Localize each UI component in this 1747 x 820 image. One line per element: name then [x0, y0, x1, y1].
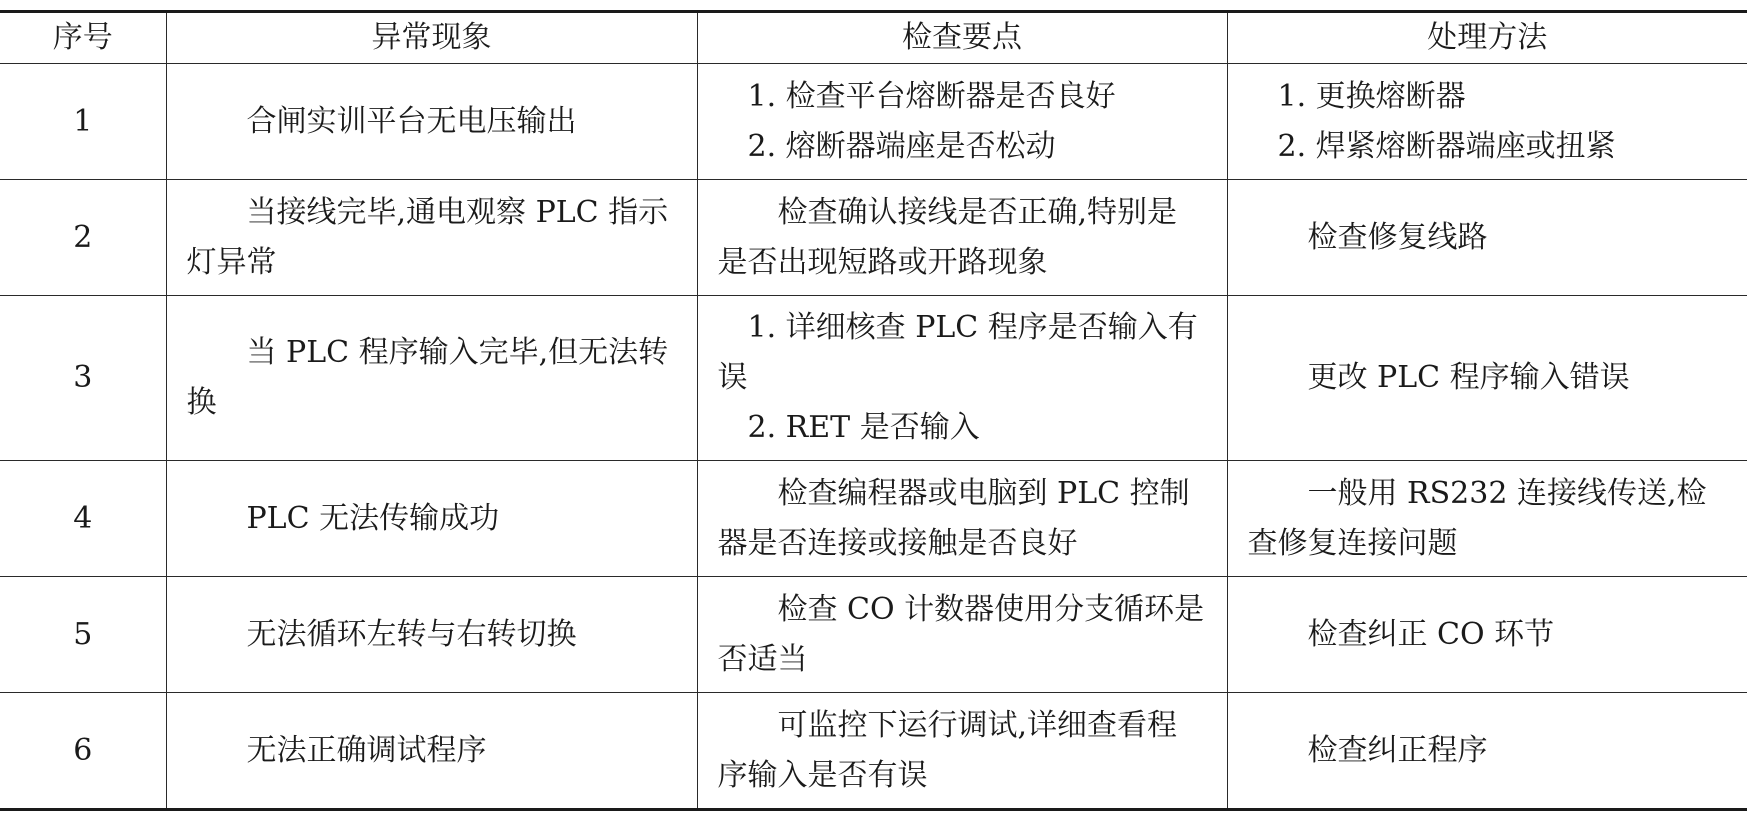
header-solution: 处理方法 — [1227, 12, 1747, 64]
table-header — [0, 12, 1747, 64]
check-cell — [697, 296, 1227, 461]
symptom-cell: 当接线完毕,通电观察 PLC 指示灯异常 — [166, 180, 697, 296]
row-number: 1 — [0, 64, 166, 180]
solution-item: 2. 焊紧熔断器端座或扭紧 — [1277, 128, 1616, 164]
table-body — [0, 64, 1747, 810]
header-symptom: 异常现象 — [166, 12, 697, 64]
check-item: 2. 熔断器端座是否松动 — [747, 128, 1056, 164]
table-row — [0, 180, 1747, 296]
symptom-cell: 当 PLC 程序输入完毕,但无法转换 — [166, 296, 697, 461]
symptom-cell: 无法循环左转与右转切换 — [166, 577, 697, 693]
troubleshooting-table-container — [0, 10, 1747, 811]
row-number: 2 — [0, 180, 166, 296]
header-row — [0, 12, 1747, 64]
table-row — [0, 461, 1747, 577]
solution-cell: 检查修复线路 — [1227, 180, 1747, 296]
row-number: 3 — [0, 296, 166, 461]
table-row — [0, 64, 1747, 180]
solution-cell: 更改 PLC 程序输入错误 — [1227, 296, 1747, 461]
row-number: 6 — [0, 693, 166, 810]
check-cell: 检查编程器或电脑到 PLC 控制器是否连接或接触是否良好 — [697, 461, 1227, 577]
solution-cell: 检查纠正 CO 环节 — [1227, 577, 1747, 693]
check-cell: 检查确认接线是否正确,特别是是否出现短路或开路现象 — [697, 180, 1227, 296]
header-check-points: 检查要点 — [697, 12, 1227, 64]
table-row — [0, 296, 1747, 461]
solution-item: 1. 更换熔断器 — [1277, 78, 1466, 114]
check-item: 1. 详细核查 PLC 程序是否输入有误 — [717, 310, 1198, 395]
check-item: 1. 检查平台熔断器是否良好 — [747, 78, 1116, 114]
solution-cell: 检查纠正程序 — [1227, 693, 1747, 810]
row-number: 4 — [0, 461, 166, 577]
table-row — [0, 693, 1747, 810]
check-cell: 可监控下运行调试,详细查看程序输入是否有误 — [697, 693, 1227, 810]
symptom-cell: 无法正确调试程序 — [166, 693, 697, 810]
symptom-cell: 合闸实训平台无电压输出 — [166, 64, 697, 180]
header-number: 序号 — [0, 12, 166, 64]
symptom-cell: PLC 无法传输成功 — [166, 461, 697, 577]
table-row — [0, 577, 1747, 693]
solution-cell — [1227, 64, 1747, 180]
solution-cell: 一般用 RS232 连接线传送,检查修复连接问题 — [1227, 461, 1747, 577]
check-cell: 检查 CO 计数器使用分支循环是否适当 — [697, 577, 1227, 693]
troubleshooting-table — [0, 10, 1747, 811]
check-item: 2. RET 是否输入 — [747, 410, 980, 445]
row-number: 5 — [0, 577, 166, 693]
check-cell — [697, 64, 1227, 180]
